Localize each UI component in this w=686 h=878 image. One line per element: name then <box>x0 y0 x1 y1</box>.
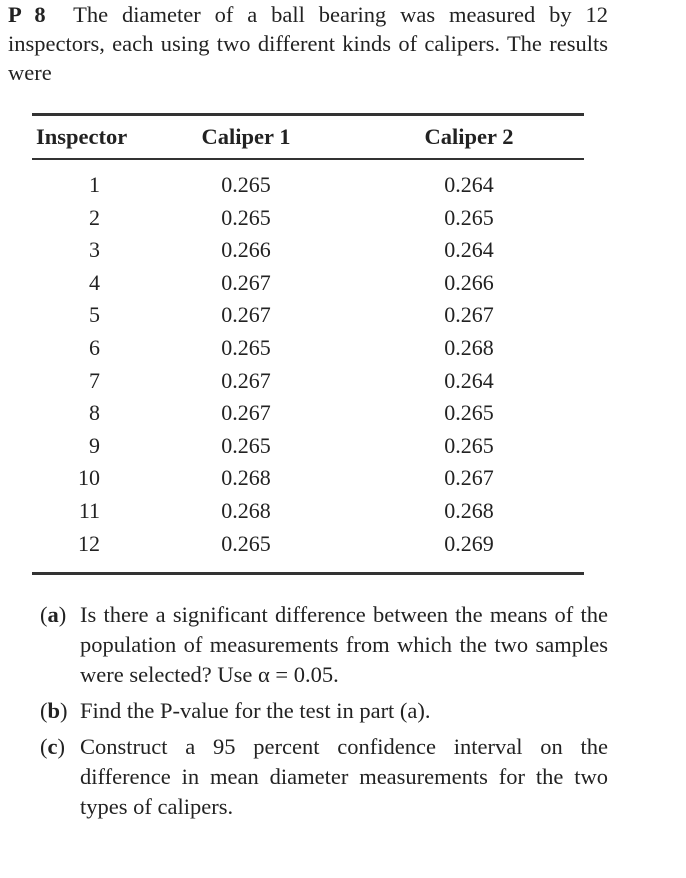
caliper-2-cell: 0.265 <box>444 400 494 426</box>
caliper-1-cell: 0.266 <box>221 237 271 263</box>
caliper-2-cell: 0.265 <box>444 432 494 458</box>
header-caliper-2: Caliper 2 <box>424 124 514 149</box>
table-bottom-rule <box>32 572 584 575</box>
inspector-cell: 9 <box>89 432 100 458</box>
part-c-label: c <box>47 734 58 759</box>
inspector-cell: 1 <box>89 172 100 197</box>
part-b: (b) Find the P-value for the test in part (a). <box>40 696 608 726</box>
caliper-1-cell: 0.267 <box>221 367 271 393</box>
part-b-text: Find the P-value for the test in part (a). <box>80 698 431 723</box>
inspector-cell: 7 <box>89 367 100 393</box>
table-row <box>32 332 584 365</box>
problem-number: P 8 <box>8 2 46 27</box>
table-row <box>32 202 584 235</box>
table-body <box>32 160 584 572</box>
inspector-cell: 2 <box>89 204 100 230</box>
caliper-2-cell: 0.267 <box>444 465 494 491</box>
caliper-2-cell: 0.267 <box>444 302 494 328</box>
caliper-1-cell: 0.265 <box>221 530 271 556</box>
caliper-1-cell: 0.267 <box>221 302 271 328</box>
caliper-1-cell: 0.265 <box>221 334 271 360</box>
question-parts <box>40 600 608 828</box>
table-row <box>32 267 584 300</box>
table-header-row <box>32 116 584 158</box>
problem-text: The diameter of a ball bearing was measured by 12 inspectors, each using two different kinds of calipers. The results were <box>8 2 609 85</box>
inspector-cell: 8 <box>89 400 100 426</box>
table-row <box>32 169 584 202</box>
caliper-2-cell: 0.268 <box>444 497 494 523</box>
table-row <box>32 365 584 398</box>
header-caliper-1: Caliper 1 <box>201 124 291 149</box>
inspector-cell: 11 <box>78 497 100 523</box>
caliper-1-cell: 0.267 <box>221 400 271 426</box>
table-row <box>32 430 584 463</box>
inspector-cell: 3 <box>89 237 100 263</box>
inspector-cell: 5 <box>89 302 100 328</box>
table-row <box>32 462 584 495</box>
caliper-1-cell: 0.265 <box>221 204 271 230</box>
part-c-text: Construct a 95 percent confidence interval on the difference in mean diameter measurements for the two types of calipers. <box>80 734 608 819</box>
table-row <box>32 528 584 561</box>
part-a-text: Is there a significant difference between the means of the population of measurements from which the two samples were selected? Use α = 0.05. <box>80 602 608 687</box>
caliper-1-cell: 0.265 <box>221 172 271 197</box>
table-row <box>32 234 584 267</box>
caliper-1-cell: 0.267 <box>221 269 271 295</box>
problem-statement <box>8 0 608 87</box>
inspector-cell: 12 <box>78 530 100 556</box>
caliper-2-cell: 0.269 <box>444 530 494 556</box>
header-inspector: Inspector <box>36 124 128 149</box>
caliper-1-cell: 0.268 <box>221 465 271 491</box>
caliper-2-cell: 0.264 <box>444 367 494 393</box>
caliper-1-cell: 0.268 <box>221 497 271 523</box>
table-row <box>32 299 584 332</box>
caliper-2-cell: 0.264 <box>444 172 494 197</box>
caliper-2-cell: 0.265 <box>444 204 494 230</box>
inspector-cell: 6 <box>89 334 100 360</box>
part-c: (c) Construct a 95 percent confidence interval on the difference in mean diameter measurements for the two types of calipers. <box>40 732 608 822</box>
caliper-1-cell: 0.265 <box>221 432 271 458</box>
table-row <box>32 495 584 528</box>
table-row <box>32 397 584 430</box>
part-a: (a) Is there a significant difference between the means of the population of measurements from which the two samples were selected? Use α = 0.05. <box>40 600 608 690</box>
part-a-label: a <box>47 602 59 627</box>
inspector-cell: 4 <box>89 269 100 295</box>
caliper-2-cell: 0.264 <box>444 237 494 263</box>
caliper-2-cell: 0.266 <box>444 269 494 295</box>
measurement-table <box>32 113 584 575</box>
inspector-cell: 10 <box>78 465 100 491</box>
caliper-2-cell: 0.268 <box>444 334 494 360</box>
part-b-label: b <box>47 698 61 723</box>
